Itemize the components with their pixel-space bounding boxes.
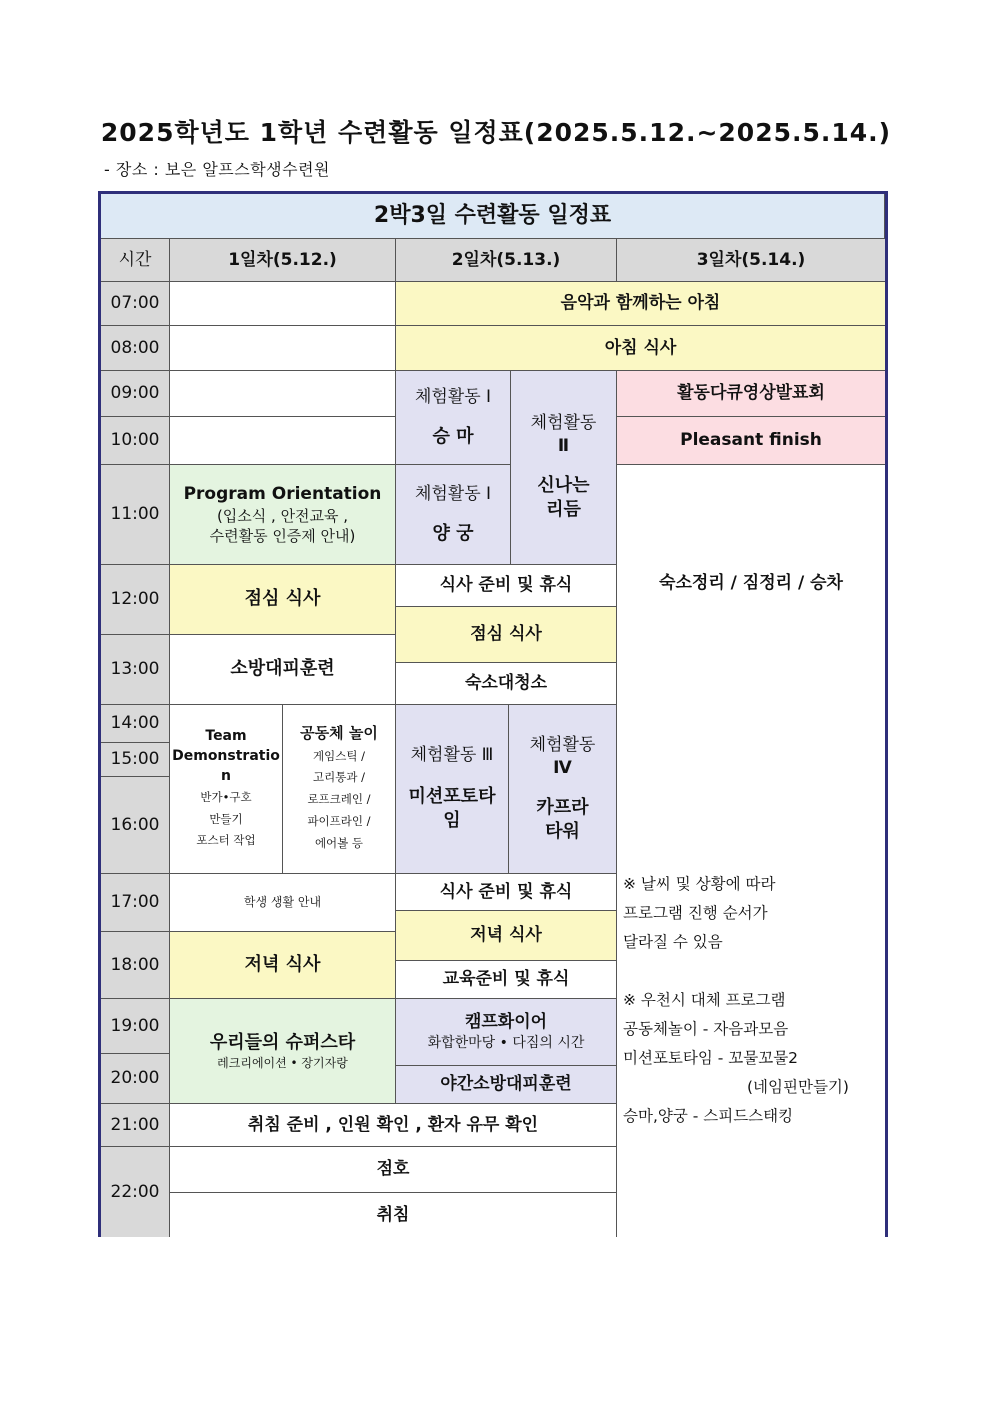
day1-empty-0800 [170, 326, 396, 371]
time-1200: 12:00 [101, 565, 170, 635]
exp2-name1: 신나는 [537, 475, 590, 497]
note-spacer [623, 957, 849, 986]
day1-superstar [170, 999, 396, 1104]
exp2-label2: Ⅱ [557, 436, 570, 457]
note2-line2: 공동체놀이 - 자음과모음 [623, 1020, 789, 1038]
exp4-name2: 타워 [545, 820, 580, 842]
exp3-label: 체험활동 Ⅲ [410, 745, 494, 766]
time-1500: 15:00 [101, 743, 170, 777]
document-title: 2025학년도 1학년 수련활동 일정표(2025.5.12.~2025.5.14.) [100, 118, 892, 147]
note2-line3: 미션포토타임 - 꼬물꼬물2 [623, 1049, 799, 1067]
time-1700: 17:00 [101, 874, 170, 932]
team-demo-line3: n [221, 768, 231, 785]
exp1-archery: 양 궁 [432, 522, 474, 544]
community-sub4: 파이프라인 / [307, 814, 371, 829]
day1-team-demo [170, 705, 283, 874]
col-header-day1: 1일차(5.12.) [170, 239, 396, 282]
exp1-label: 체험활동 Ⅰ [414, 386, 492, 407]
exp4-label2: Ⅳ [553, 757, 572, 778]
day2-night-drill: 야간소방대피훈련 [396, 1066, 617, 1104]
community-sub1: 게임스틱 / [313, 748, 365, 763]
team-demo-line1: Team [205, 727, 247, 744]
time-2200: 22:00 [101, 1147, 170, 1237]
day2-morning-music: 음악과 함께하는 아침 [396, 282, 885, 326]
bedtime-prep: 취침 준비 , 인원 확인 , 환자 유무 확인 [170, 1104, 617, 1147]
day2-breakfast: 아침 식사 [396, 326, 885, 371]
time-1100: 11:00 [101, 465, 170, 565]
note1-line1: ※ 날씨 및 상황에 따라 [623, 875, 776, 893]
exp4-label1: 체험활동 [529, 734, 596, 755]
team-demo-sub2: 만들기 [209, 811, 243, 826]
time-1800: 18:00 [101, 932, 170, 999]
exp3-name1: 미션포토타 [408, 786, 496, 808]
exp1-label-b: 체험활동 Ⅰ [414, 483, 492, 504]
exp2-name2: 리듬 [546, 499, 581, 521]
day2-exp3-photo [396, 705, 509, 874]
day2-exp1-archery [396, 465, 511, 565]
day2-lunch: 점심 식사 [396, 607, 617, 663]
day2-exp2-rhythm [511, 371, 617, 565]
day1-empty-0700 [170, 282, 396, 326]
time-1300: 13:00 [101, 635, 170, 705]
day1-orientation [170, 465, 396, 565]
day2-meal-prep: 식사 준비 및 휴식 [396, 565, 617, 607]
day2-campfire [396, 999, 617, 1066]
superstar-sub: 레크리에이션 • 장기자랑 [217, 1056, 348, 1071]
day3-pleasant-finish: Pleasant finish [617, 417, 885, 465]
community-sub5: 에어볼 등 [314, 835, 364, 850]
time-1400: 14:00 [101, 705, 170, 743]
sleep: 취침 [170, 1193, 617, 1237]
table-title: 2박3일 수련활동 일정표 [101, 194, 885, 239]
orientation-sub2: 수련활동 인증제 안내) [209, 526, 356, 545]
day2-dinner: 저녁 식사 [396, 911, 617, 961]
time-2100: 21:00 [101, 1104, 170, 1147]
team-demo-sub1: 반가•구호 [200, 789, 252, 804]
day3-checkout: 숙소정리 / 짐정리 / 승차 [659, 573, 843, 593]
day1-student-life: 학생 생활 안내 [170, 874, 396, 932]
exp4-name1: 카프라 [536, 796, 589, 818]
location-text: - 장소 : 보은 알프스학생수련원 [104, 160, 330, 179]
roll-call: 점호 [170, 1147, 617, 1193]
day1-empty-1000 [170, 417, 396, 465]
day1-fire-drill: 소방대피훈련 [170, 635, 396, 705]
exp1-horse: 승 마 [432, 425, 474, 447]
exp3-name2: 임 [443, 810, 461, 832]
day2-meal-prep2: 식사 준비 및 휴식 [396, 874, 617, 911]
time-0700: 07:00 [101, 282, 170, 326]
campfire-title: 캠프화이어 [464, 1012, 548, 1033]
day1-community-games [283, 705, 396, 874]
day2-edu-prep: 교육준비 및 휴식 [396, 961, 617, 999]
community-title: 공동체 놀이 [300, 724, 378, 743]
note1-line3: 달라질 수 있음 [623, 933, 723, 951]
col-header-day3: 3일차(5.14.) [617, 239, 885, 282]
day1-dinner: 저녁 식사 [170, 932, 396, 999]
campfire-sub: 화합한마당 • 다짐의 시간 [427, 1035, 585, 1052]
time-0900: 09:00 [101, 371, 170, 417]
day2-exp1-horse [396, 371, 511, 465]
team-demo-line2: Demonstratio [172, 748, 280, 765]
day2-exp4-kapla [509, 705, 617, 874]
time-1000: 10:00 [101, 417, 170, 465]
time-0800: 08:00 [101, 326, 170, 371]
orientation-sub1: (입소식 , 안전교육 , [216, 506, 349, 525]
time-1900: 19:00 [101, 999, 170, 1054]
day1-lunch: 점심 식사 [170, 565, 396, 635]
time-2000: 20:00 [101, 1054, 170, 1104]
col-header-time: 시간 [101, 239, 170, 282]
community-sub3: 로프크레인 / [307, 792, 371, 807]
time-1600: 16:00 [101, 777, 170, 874]
exp2-label1: 체험활동 [530, 413, 597, 434]
day2-cleanup: 숙소대청소 [396, 663, 617, 705]
day1-empty-0900 [170, 371, 396, 417]
note2-line1: ※ 우천시 대체 프로그램 [623, 991, 786, 1009]
community-sub2: 고리통과 / [313, 770, 365, 785]
col-header-day2: 2일차(5.13.) [396, 239, 617, 282]
note1-line2: 프로그램 진행 순서가 [623, 904, 768, 922]
superstar-title: 우리들의 슈퍼스타 [209, 1031, 356, 1053]
note2-line5: 승마,양궁 - 스피드스태킹 [623, 1107, 794, 1125]
orientation-title: Program Orientation [183, 483, 382, 504]
notes [623, 870, 849, 1131]
note2-line4: (네임핀만들기) [747, 1078, 849, 1096]
day3-video-presentation: 활동다큐영상발표회 [617, 371, 885, 417]
team-demo-sub3: 포스터 작업 [196, 833, 256, 848]
